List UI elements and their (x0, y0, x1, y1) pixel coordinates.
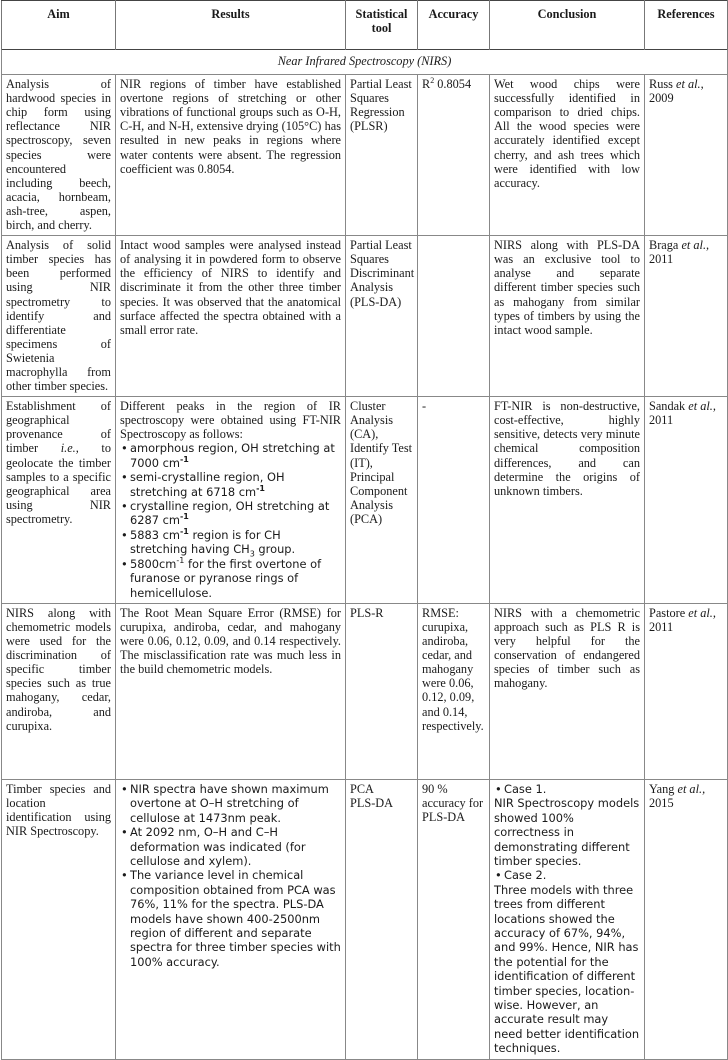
tool-line-1: PCA (350, 781, 374, 796)
ref-year: 2011 (649, 252, 674, 267)
ref-year: 2011 (649, 413, 674, 428)
cell-reference (645, 397, 728, 604)
ref-etal: et al., (688, 605, 716, 620)
cell-aim: NIRS along with chemometric models were used for the discrimination of specific timber species such as true mahogany, cedar, andiroba, and curupixa. (2, 603, 116, 779)
list-item: • NIR spectra have shown maximum overtone at O–H stretching of cellulose at 1473nm peak. (130, 782, 341, 825)
case-2-label: • Case 2. (504, 868, 547, 883)
header-aim: Aim (2, 1, 116, 50)
list-item (504, 782, 640, 796)
section-title: Near Infrared Spectroscopy (NIRS) (2, 50, 728, 75)
ref-etal: et al., (681, 238, 710, 253)
table-row (2, 397, 728, 604)
ref-year: 2011 (649, 620, 674, 634)
conclusion-case-list (494, 782, 640, 796)
list-item: • semi-crystalline region, OH stretching at 6718 $cm^{-1}$ (130, 470, 341, 499)
cell-tool (346, 779, 418, 1059)
nirs-review-table (1, 0, 728, 1060)
aim-text-post: to geolocate the timber samples to a specific geographical area using NIR spectrometry. (6, 441, 111, 526)
list-item: • crystalline region, OH stretching at 6287 $cm^{-1}$ (130, 499, 341, 528)
cell-conclusion: Wet wood chips were successfully identified in comparison to dried chips. All the wood species were accurately identified except cherry, and ash trees which were identified with low accuracy. (490, 75, 645, 236)
list-item: • amorphous region, OH stretching at 7000 $cm^{-1}$ (130, 441, 341, 470)
section-row (2, 50, 728, 75)
results-bullet-list (120, 441, 341, 599)
cell-tool: PLS-R (346, 603, 418, 779)
ref-author: Pastore (649, 605, 689, 620)
cell-conclusion: NIRS with a chemometric approach such as PLS R is very helpful for the conservation of endangered species of timber such as mahogany. (490, 603, 645, 779)
list-item: • The variance level in chemical composition obtained from PCA was 76%, 11% for the spectra. PLS-DA models have shown 400-2500nm region of different and separate spectra for three timber species with 100% accuracy. (130, 868, 341, 969)
ref-etal: et al., (677, 781, 706, 796)
cell-results: The Root Mean Square Error (RMSE) for curupixa, andiroba, cedar, and mahogany were 0.06, 0.12, 0.09, and 0.14 respectively. The misclassification rate was much less in the build chemometric models. (116, 603, 346, 779)
header-statistical-tool: Statistical tool (346, 1, 418, 50)
accuracy-prefix: R (422, 77, 431, 92)
ref-author: Sandak (649, 399, 689, 414)
cell-aim: Analysis of solid timber species has been performed using NIR spectrometry to identify and differentiate specimens of Swietenia macrophylla from other timber species. (2, 236, 116, 397)
table-row (2, 603, 728, 779)
cell-aim: Timber species and location identification using NIR Spectroscopy. (2, 779, 116, 1059)
table-row (2, 779, 728, 1059)
list-item (504, 868, 640, 882)
cell-accuracy: - (418, 397, 490, 604)
ref-year: 2009 (649, 91, 674, 106)
table-row (2, 75, 728, 236)
accuracy-sup: 2 (430, 76, 435, 85)
cell-results (116, 397, 346, 604)
ref-etal: et al., (676, 77, 704, 92)
cell-accuracy: RMSE: curupixa, andiroba, cedar, and mahogany were 0.06, 0.12, 0.09, and 0.14, respectively. (418, 603, 490, 779)
cell-conclusion: NIRS along with PLS-DA was an exclusive tool to analyse and separate different timber species such as mahogany from similar types of timbers by using the intact wood sample. (490, 236, 645, 397)
cell-tool: Partial Least Squares Regression (PLSR) (346, 75, 418, 236)
cell-results: Intact wood samples were analysed instead of analysing it in powdered form to observe the efficiency of NIRS to identify and discriminate it from the other three timber species. It was observed that the anatomical surface affected the spectra obtained with a small error rate. (116, 236, 346, 397)
cell-reference (645, 236, 728, 397)
results-intro: Different peaks in the region of IR spectroscopy were obtained using FT-NIR Spectroscopy as follows: (120, 399, 341, 442)
ref-etal: et al., (688, 399, 716, 414)
cell-accuracy (418, 75, 490, 236)
ref-author: Yang (649, 781, 678, 796)
header-references: References (645, 1, 728, 50)
header-conclusion: Conclusion (490, 1, 645, 50)
cell-tool: Cluster Analysis (CA), Identify Test (IT), Principal Component Analysis (PCA) (346, 397, 418, 604)
list-item: • 5883 $cm^{-1}$ region is for CH stretching having $CH_3$ group. (130, 528, 341, 557)
cell-results: NIR regions of timber have established overtone regions of stretching or other vibrations of functional groups such as O-H, C-H, and N-H, extensive drying (105°C) has resulted in new peaks in regions where water contents were absent. The regression coefficient was 0.8054. (116, 75, 346, 236)
cell-tool: Partial Least Squares Discriminant Analysis (PLS-DA) (346, 236, 418, 397)
cell-aim (2, 397, 116, 604)
header-accuracy: Accuracy (418, 1, 490, 50)
aim-text-ie: i.e., (60, 441, 79, 456)
cell-conclusion (490, 779, 645, 1059)
tool-line-2: PLS-DA (350, 796, 394, 810)
aim-text-pre: Establishment of geographical provenance of timber (6, 399, 111, 456)
cell-reference (645, 75, 728, 236)
header-row (2, 1, 728, 50)
cell-reference (645, 779, 728, 1059)
ref-author: Braga (649, 238, 682, 253)
case-1-label: • Case 1. (504, 781, 547, 796)
list-item: • At 2092 nm, O–H and C–H deformation was indicated (for cellulose and xylem). (130, 825, 341, 868)
list-item: • $5800cm^{-1}$ for the first overtone of furanose or pyranose rings of hemicellulose. (130, 557, 341, 600)
ref-year: 2015 (649, 796, 674, 810)
cell-accuracy (418, 236, 490, 397)
results-bullet-list (120, 782, 341, 969)
ref-author: Russ (649, 77, 676, 92)
cell-reference (645, 603, 728, 779)
case-2-text: Three models with three trees from different locations showed the accuracy of 67%, 94%, and 99%. Hence, NIR has the potential for the identification of different timber species, location-wise. However, an accurate result may need better identification techniques. (494, 882, 640, 1056)
case-1-text: NIR Spectroscopy models showed 100% correctness in demonstrating different timber species. (494, 796, 640, 868)
cell-results (116, 779, 346, 1059)
header-results: Results (116, 1, 346, 50)
accuracy-value: 0.8054 (434, 77, 472, 92)
conclusion-case-list-2 (494, 868, 640, 882)
cell-aim: Analysis of hardwood species in chip form using reflectance NIR spectroscopy, seven species were encountered including beech, acacia, hornbeam, ash-tree, aspen, birch, and cherry. (2, 75, 116, 236)
table-row (2, 236, 728, 397)
cell-conclusion: FT-NIR is non-destructive, cost-effective, highly sensitive, detects very minute chemical composition differences, and can determine the origins of unknown timbers. (490, 397, 645, 604)
cell-accuracy: 90 % accuracy for PLS-DA (418, 779, 490, 1059)
